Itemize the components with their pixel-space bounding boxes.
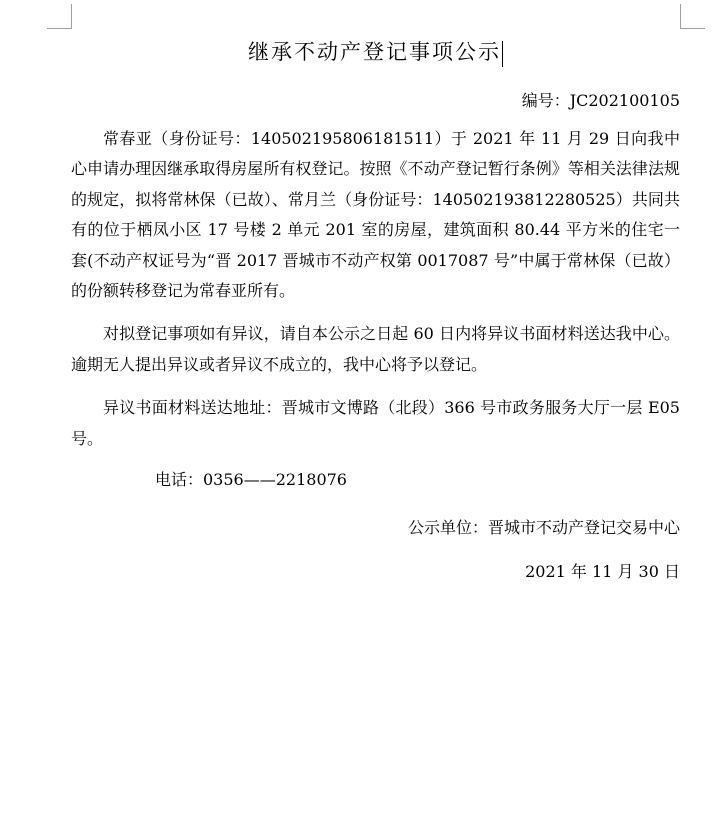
phone-line: 电话：0356——2218076 [155, 470, 347, 490]
publisher-line: 公示单位：晋城市不动产登记交易中心 [407, 518, 680, 538]
margin-corner-mark [680, 4, 705, 29]
document-title [71, 30, 680, 74]
paragraph-objection: 对拟登记事项如有异议，请自本公示之日起 60 日内将异议书面材料送达我中心。逾期无人提出异议或者异议不成立的，我中心将予以登记。 [71, 324, 680, 374]
document-body[interactable] [71, 30, 680, 587]
document-title-text: 继承不动产登记事项公示 [248, 40, 501, 64]
paragraph-address: 异议书面材料送达地址：晋城市文博路（北段）366 号市政务服务大厅一层 E05 号。 [71, 398, 680, 448]
margin-corner-mark [47, 4, 72, 29]
paragraph-main: 常春亚（身份证号：140502195806181511）于 2021 年 11 月 29 日向我中心申请办理因继承取得房屋所有权登记。按照《不动产登记暂行条例》等相关法律法规的规定，拟将常林保（已故）、常月兰（身份证号：140502193812280525）共同共有的位于栖凤小区 17 号楼 2 单元 201 室的房屋，建筑面积 80.44 平方米的住宅一套(不动产权证号为“晋 2017 晋城市不动产权第 0017087 号”中属于常林保（已故）的份额转移登记为常春亚所有。 [71, 129, 680, 301]
serial-number: 编号：JC202100105 [521, 91, 680, 110]
date-line: 2021 年 11 月 30 日 [525, 562, 680, 582]
text-cursor [502, 41, 503, 67]
